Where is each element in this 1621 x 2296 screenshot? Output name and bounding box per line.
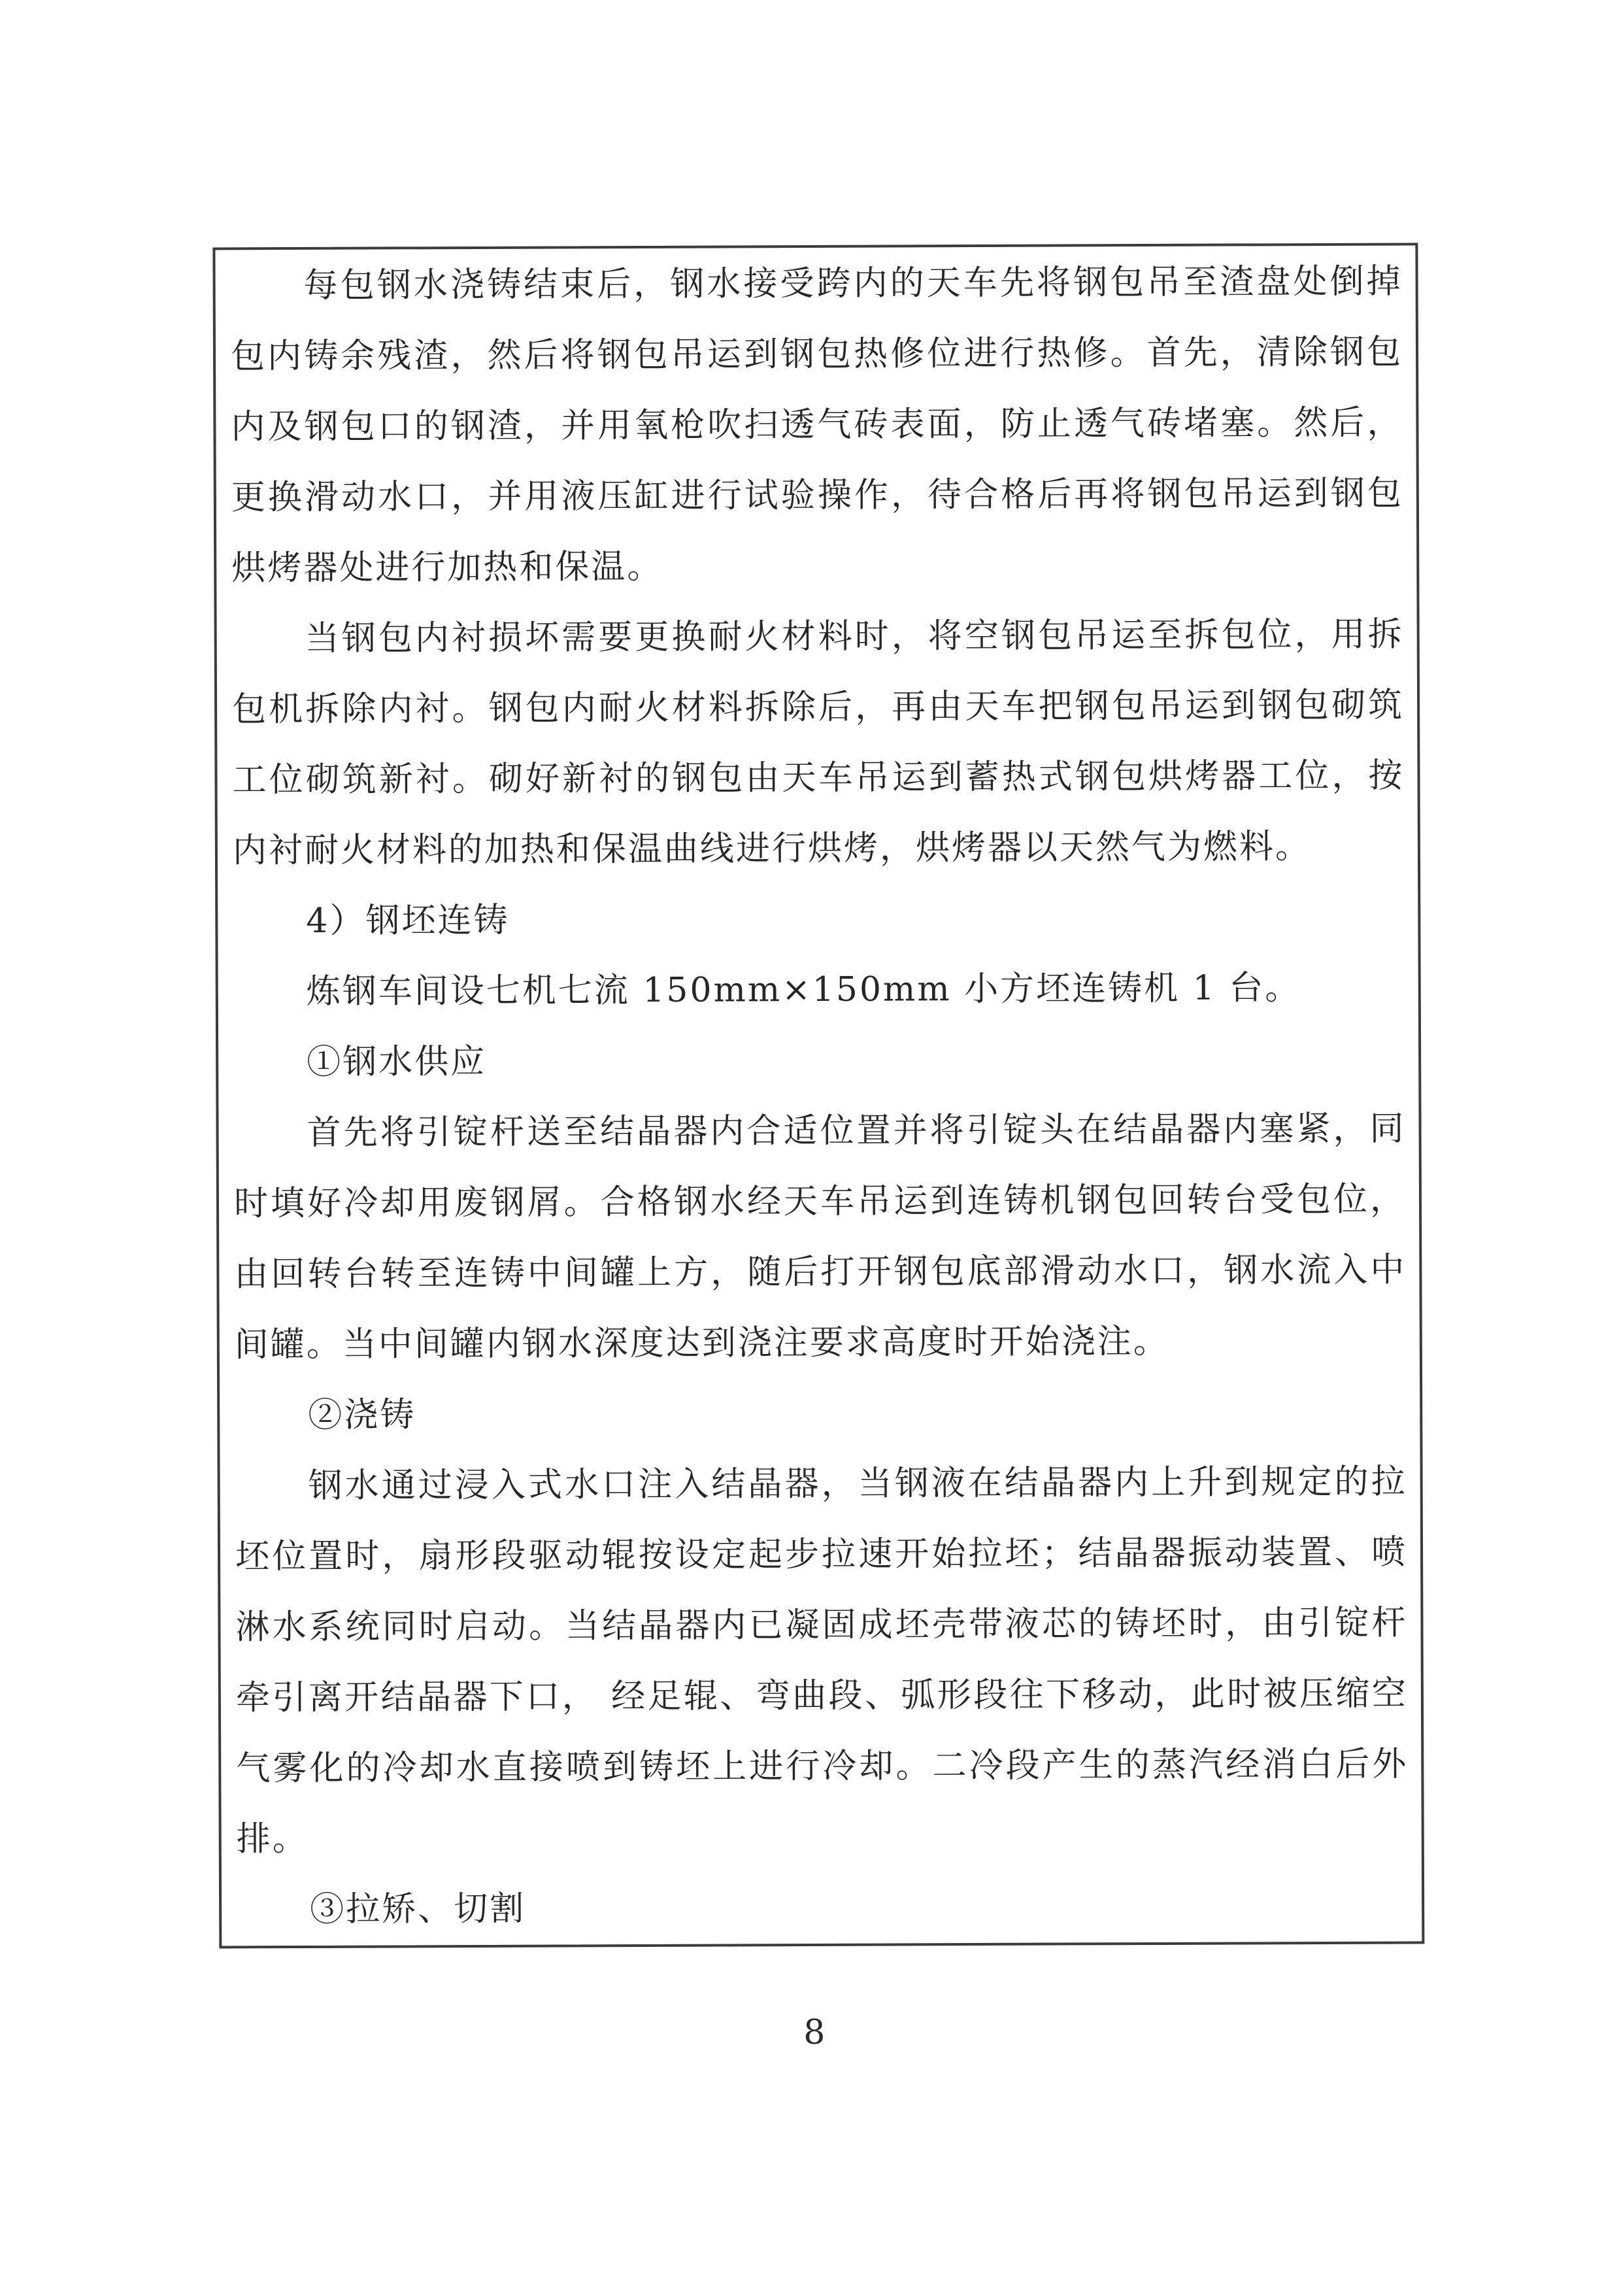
text-line: 炼钢车间设七机七流 150mm×150mm 小方坯连铸机 1 台。: [306, 968, 1301, 1011]
text-line: 坯位置时，扇形段驱动辊按设定起步拉速开始拉坯；结晶器振动装置、喷: [235, 1532, 1408, 1577]
text-line: 内衬耐火材料的加热和保温曲线进行烘烤，烘烤器以天然气为燃料。: [232, 827, 1312, 871]
text-line: 首先将引锭杆送至结晶器内合适位置并将引锭头在结晶器内塞紧，同: [307, 1109, 1406, 1153]
text-line: ③拉矫、切割: [310, 1889, 526, 1929]
text-line: 包内铸余残渣，然后将钢包吊运到钢包热修位进行热修。首先，清除钢包: [230, 332, 1403, 377]
text-line: 工位砌筑新衬。砌好新衬的钢包由天车吊运到蓄热式钢包烘烤器工位，按: [232, 756, 1405, 800]
text-line: 烘烤器处进行加热和保温。: [231, 547, 663, 588]
text-line: 间罐。当中间罐内钢水深度达到浇注要求高度时开始浇注。: [234, 1321, 1169, 1365]
text-line: 排。: [236, 1819, 309, 1859]
text-line: 包机拆除内衬。钢包内耐火材料拆除后，再由天车把钢包吊运到钢包砌筑: [231, 685, 1405, 730]
text-line: 内及钢包口的钢渣，并用氧枪吹扫透气砖表面，防止透气砖堵塞。然后，: [231, 403, 1403, 447]
text-line: 每包钢水浇铸结束后，钢水接受跨内的天车先将钢包吊至渣盘处倒掉: [303, 262, 1403, 305]
page-number: 8: [803, 2012, 826, 2053]
text-line: 钢水通过浸入式水口注入结晶器，当钢液在结晶器内上升到规定的拉: [308, 1462, 1407, 1506]
text-line: 牵引离开结晶器下口， 经足辊、弯曲段、弧形段往下移动，此时被压缩空: [235, 1674, 1409, 1718]
text-line: 气雾化的冷却水直接喷到铸坯上进行冷却。二冷段产生的蒸汽经消白后外: [236, 1744, 1409, 1789]
text-line: ②浇铸: [308, 1395, 416, 1435]
bordered-text-panel: [212, 243, 1424, 1948]
text-line: 由回转台转至连铸中间罐上方，随后打开钢包底部滑动水口，钢水流入中: [234, 1250, 1407, 1294]
text-line: 淋水系统同时启动。当结晶器内已凝固成坯壳带液芯的铸坯时，由引锭杆: [235, 1603, 1408, 1647]
text-line: ①钢水供应: [307, 1041, 487, 1082]
text-line: 当钢包内衬损坏需要更换耐火材料时，将空钢包吊运至拆包位，用拆: [305, 615, 1404, 658]
text-line: 更换滑动水口，并用液压缸进行试验操作，待合格后再将钢包吊运到钢包: [231, 473, 1403, 518]
text-line: 4）钢坯连铸: [306, 900, 510, 941]
text-line: 时填好冷却用废钢屑。合格钢水经天车吊运到连铸机钢包回转台受包位，: [233, 1179, 1407, 1224]
